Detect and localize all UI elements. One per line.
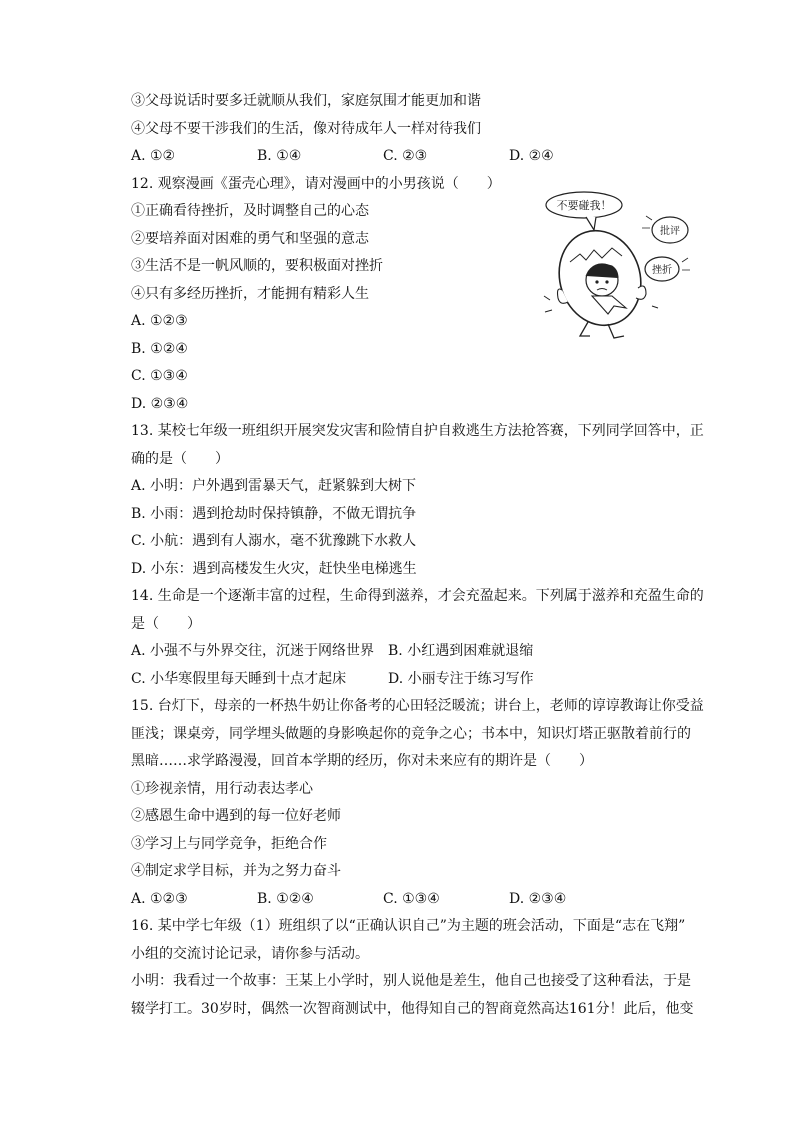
q12-option-b: B. ①②④ [131, 340, 188, 357]
criticism-motion [642, 216, 652, 228]
q13-stem-line-1: 13. 某校七年级一班组织开展突发灾害和险情自护自救逃生方法抢答赛，下列同学回答中，正 [131, 423, 704, 439]
q11-option-c: C. ②③ [383, 148, 428, 164]
q14-stem-line-1: 14. 生命是一个逐渐丰富的过程，生命得到滋养，才会充盈起来。下列属于滋养和充盈生命的 [131, 588, 704, 604]
q14-options-row-2 [131, 666, 691, 694]
q16-stem-line-2: 小组的交流讨论记录，请你参与活动。 [131, 945, 369, 962]
q14-option-d: D. 小丽专注于练习写作 [388, 670, 534, 687]
q15-option-c: C. ①③④ [383, 890, 440, 907]
speech-text: 不要碰我！ [556, 199, 612, 212]
q15-stem-line-3: 黑暗……求学路漫漫，回首本学期的经历，你对未来应有的期许是（ ） [131, 753, 593, 769]
q12-option-a: A. ①②③ [131, 313, 188, 329]
q15-option-d: D. ②③④ [509, 890, 567, 907]
q12-option-c: C. ①③④ [131, 368, 188, 384]
q16-paragraph-line-2: 辍学打工。30岁时，偶然一次智商测试中，他得知自己的智商竟然高达161分！此后，他变 [131, 1000, 694, 1017]
eggshell-cartoon [542, 190, 692, 342]
q16-stem-line-1: 16. 某中学七年级（1）班组织了以“正确认识自己”为主题的班会活动，下面是“志在飞翔” [131, 918, 686, 934]
q14-option-c: C. 小华寒假里每天睡到十点才起床 [131, 670, 347, 687]
q14-option-a: A. 小强不与外界交往，沉迷于网络世界 [131, 643, 375, 659]
q13-option-a: A. 小明：户外遇到雷暴天气，赶紧躲到大树下 [131, 478, 417, 494]
q11-options [131, 143, 691, 171]
q13-option-d: D. 小东：遇到高楼发生火灾，赶快坐电梯逃生 [131, 560, 417, 577]
criticism-label: 批评 [660, 226, 680, 237]
speech-bubble-tail [586, 217, 596, 230]
q11-item-4: ④父母不要干涉我们的生活，像对待成年人一样对待我们 [131, 120, 481, 137]
q11-option-d: D. ②④ [509, 148, 554, 164]
q12-stem: 12. 观察漫画《蛋壳心理》，请对漫画中的小男孩说（ ） [131, 175, 501, 192]
q15-item-4: ④制定求学目标，并为之努力奋斗 [131, 863, 341, 879]
q14-options-row-1 [131, 638, 691, 666]
q11-item-3: ③父母说话时要多迁就顺从我们，家庭氛围才能更加和谐 [131, 93, 481, 109]
q11-option-a: A. ①② [131, 148, 176, 164]
q15-item-3: ③学习上与同学竞争，拒绝合作 [131, 835, 327, 852]
q13-option-b: B. 小雨：遇到抢劫时保持镇静，不做无谓抗争 [131, 505, 417, 522]
q15-item-2: ②感恩生命中遇到的每一位好老师 [131, 808, 341, 824]
q15-stem-line-2: 匪浅；课桌旁，同学埋头做题的身影唤起你的竞争之心；书本中，知识灯塔正驱散着前行的 [131, 725, 691, 742]
q15-item-1: ①珍视亲情，用行动表达孝心 [131, 780, 313, 797]
q11-option-b: B. ①④ [257, 148, 302, 164]
q12-option-d: D. ②③④ [131, 395, 189, 412]
boy-eye [595, 280, 598, 283]
setback-label: 挫折 [652, 265, 672, 276]
q12-item-4: ④只有多经历挫折，才能拥有精彩人生 [131, 285, 369, 302]
q15-stem-line-1: 15. 台灯下，母亲的一杯热牛奶让你备考的心田轻泛暖流；讲台上，老师的谆谆教诲让你受益 [131, 698, 704, 714]
q12-item-3: ③生活不是一帆风顺的，要积极面对挫折 [131, 258, 383, 274]
q14-option-b: B. 小红遇到困难就退缩 [388, 643, 534, 659]
q13-option-c: C. 小航：遇到有人溺水，毫不犹豫跳下水救人 [131, 533, 417, 549]
q15-option-a: A. ①②③ [131, 890, 188, 907]
setback-motion [682, 258, 690, 270]
q15-options [131, 886, 691, 914]
boy-eye-2 [605, 280, 608, 283]
q16-paragraph-line-1: 小明：我看过一个故事：王某上小学时，别人说他是差生，他自己也接受了这种看法，于是 [131, 973, 691, 989]
q12-item-2: ②要培养面对困难的勇气和坚强的意志 [131, 230, 369, 247]
q14-stem-line-2: 是（ ） [131, 615, 201, 632]
q13-stem-line-2: 确的是（ ） [131, 450, 229, 467]
q12-item-1: ①正确看待挫折，及时调整自己的心态 [131, 203, 369, 219]
q15-option-b: B. ①②④ [257, 890, 314, 907]
